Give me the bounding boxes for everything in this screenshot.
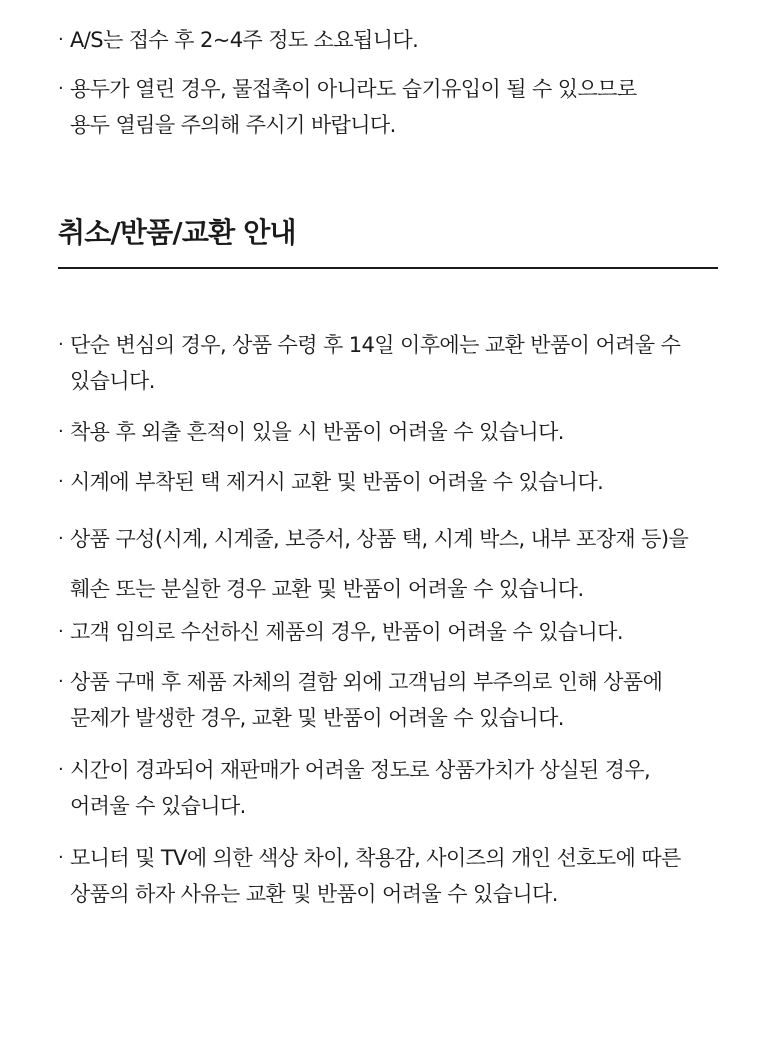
bullet: ·: [58, 528, 64, 549]
bullet: ·: [58, 78, 64, 99]
list-item-text: A/S는 접수 후 2~4주 정도 소요됩니다.: [70, 28, 419, 52]
bullet: ·: [58, 759, 64, 780]
list-item: [58, 840, 728, 912]
bullet: ·: [58, 421, 64, 442]
list-item-text: 착용 후 외출 흔적이 있을 시 반품이 어려울 수 있습니다.: [70, 420, 564, 444]
bullet: ·: [58, 847, 64, 868]
list-item-text: 용두 열림을 주의해 주시기 바랍니다.: [70, 113, 396, 137]
list-item: [58, 514, 728, 614]
list-item-text: 단순 변심의 경우, 상품 수령 후 14일 이후에는 교환 반품이 어려울 수: [70, 333, 681, 357]
list-item-text: 용두가 열린 경우, 물접촉이 아니라도 습기유입이 될 수 있으므로: [70, 77, 637, 101]
list-item: [58, 752, 728, 824]
list-item: [58, 22, 728, 58]
list-item: [58, 327, 728, 399]
list-item-text: 있습니다.: [70, 369, 155, 393]
section-divider: [58, 267, 718, 269]
list-item-text: 문제가 발생한 경우, 교환 및 반품이 어려울 수 있습니다.: [70, 706, 564, 730]
list-item-text: 훼손 또는 분실한 경우 교환 및 반품이 어려울 수 있습니다.: [70, 577, 584, 601]
bullet: ·: [58, 671, 64, 692]
list-item-text: 상품 구매 후 제품 자체의 결함 외에 고객님의 부주의로 인해 상품에: [70, 670, 663, 694]
list-item: [58, 464, 728, 500]
list-item-text: 어려울 수 있습니다.: [70, 794, 246, 818]
list-item-text: 모니터 및 TV에 의한 색상 차이, 착용감, 사이즈의 개인 선호도에 따른: [70, 846, 681, 870]
list-item-text: 시간이 경과되어 재판매가 어려울 정도로 상품가치가 상실된 경우,: [70, 758, 651, 782]
bullet: ·: [58, 29, 64, 50]
list-item: [58, 664, 728, 736]
section-title: 취소/반품/교환 안내: [58, 216, 296, 249]
list-item-text: 상품의 하자 사유는 교환 및 반품이 어려울 수 있습니다.: [70, 882, 558, 906]
list-item-text: 고객 임의로 수선하신 제품의 경우, 반품이 어려울 수 있습니다.: [70, 620, 623, 644]
bullet: ·: [58, 621, 64, 642]
bullet: ·: [58, 334, 64, 355]
list-item: [58, 414, 728, 450]
list-item-text: 상품 구성(시계, 시계줄, 보증서, 상품 택, 시계 박스, 내부 포장재 등)을: [70, 527, 689, 551]
list-item: [58, 614, 728, 650]
list-item: [58, 71, 728, 143]
list-item-text: 시계에 부착된 택 제거시 교환 및 반품이 어려울 수 있습니다.: [70, 470, 604, 494]
bullet: ·: [58, 471, 64, 492]
